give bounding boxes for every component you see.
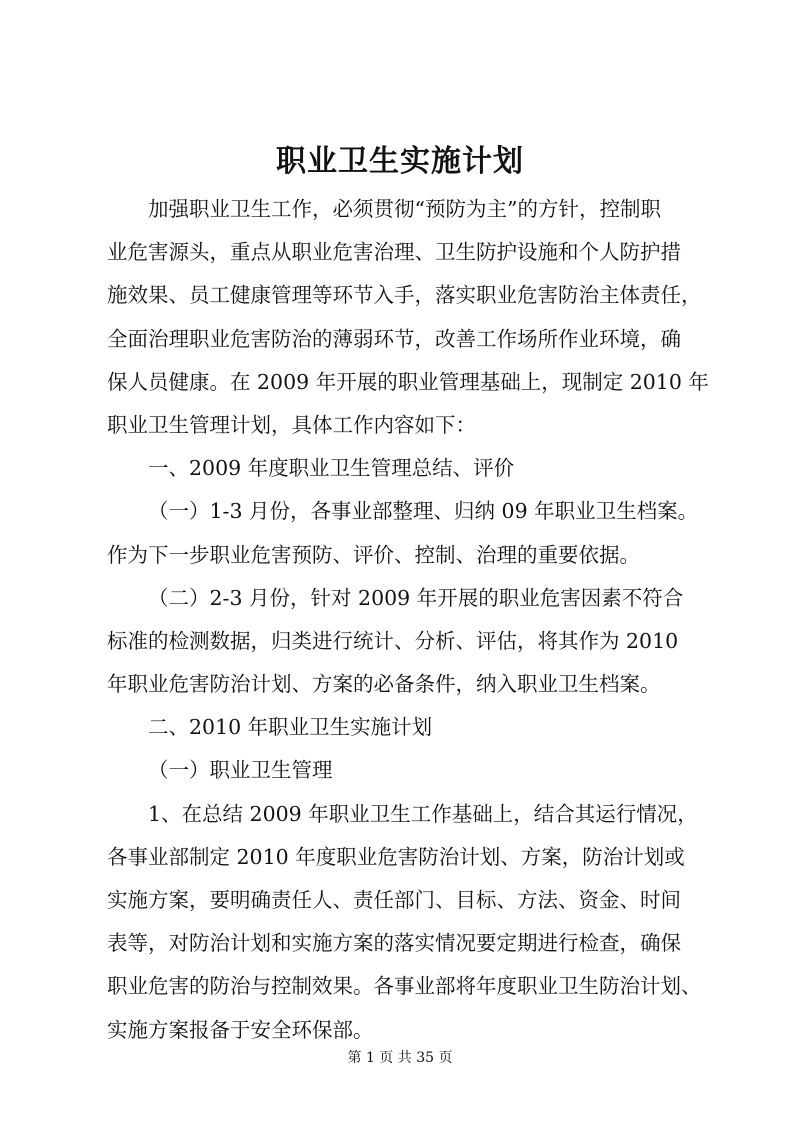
document-title: 职业卫生实施计划 [276, 144, 524, 179]
section-heading: 二、2010 年职业卫生实施计划 [148, 715, 433, 740]
paragraph-line: 保人员健康。在 2009 年开展的职业管理基础上，现制定 2010 年 [107, 369, 709, 394]
subsection-heading: （一）职业卫生管理 [148, 758, 333, 783]
paragraph-line: 作为下一步职业危害预防、评价、控制、治理的重要依据。 [107, 542, 640, 567]
paragraph-line: 标准的检测数据，归类进行统计、分析、评估，将其作为 2010 [107, 628, 679, 653]
paragraph-line: 1、在总结 2009 年职业卫生工作基础上，结合其运行情况， [148, 801, 698, 826]
paragraph-line: 实施方案，要明确责任人、责任部门、目标、方法、资金、时间 [107, 888, 681, 912]
paragraph-line: 实施方案报备于安全环保部。 [107, 1017, 374, 1042]
paragraph-line: 表等，对防治计划和实施方案的落实情况要定期进行检查，确保 [107, 931, 681, 956]
paragraph-line: 全面治理职业危害防治的薄弱环节，改善工作场所作业环境，确 [107, 326, 681, 351]
paragraph-line: （一）1-3 月份，各事业部整理、归纳 09 年职业卫生档案。 [148, 499, 699, 524]
page-number-footer: 第 1 页 共 35 页 [347, 1050, 453, 1066]
paragraph-line: 施效果、员工健康管理等环节入手，落实职业危害防治主体责任， [107, 283, 702, 308]
paragraph-line: 年职业危害防治计划、方案的必备条件，纳入职业卫生档案。 [107, 672, 661, 697]
paragraph-line: 加强职业卫生工作，必须贯彻“预防为主”的方针，控制职 [148, 197, 661, 221]
paragraph-line: 职业危害的防治与控制效果。各事业部将年度职业卫生防治计划、 [107, 974, 702, 999]
paragraph-line: 业危害源头，重点从职业危害治理、卫生防护设施和个人防护措 [107, 240, 681, 265]
document-body [107, 188, 709, 1052]
paragraph-line: 各事业部制定 2010 年度职业危害防治计划、方案，防治计划或 [107, 844, 685, 869]
paragraph-line: （二）2-3 月份，针对 2009 年开展的职业危害因素不符合 [148, 585, 684, 610]
section-heading: 一、2009 年度职业卫生管理总结、评价 [148, 456, 515, 481]
paragraph-line: 职业卫生管理计划，具体工作内容如下： [107, 412, 476, 437]
